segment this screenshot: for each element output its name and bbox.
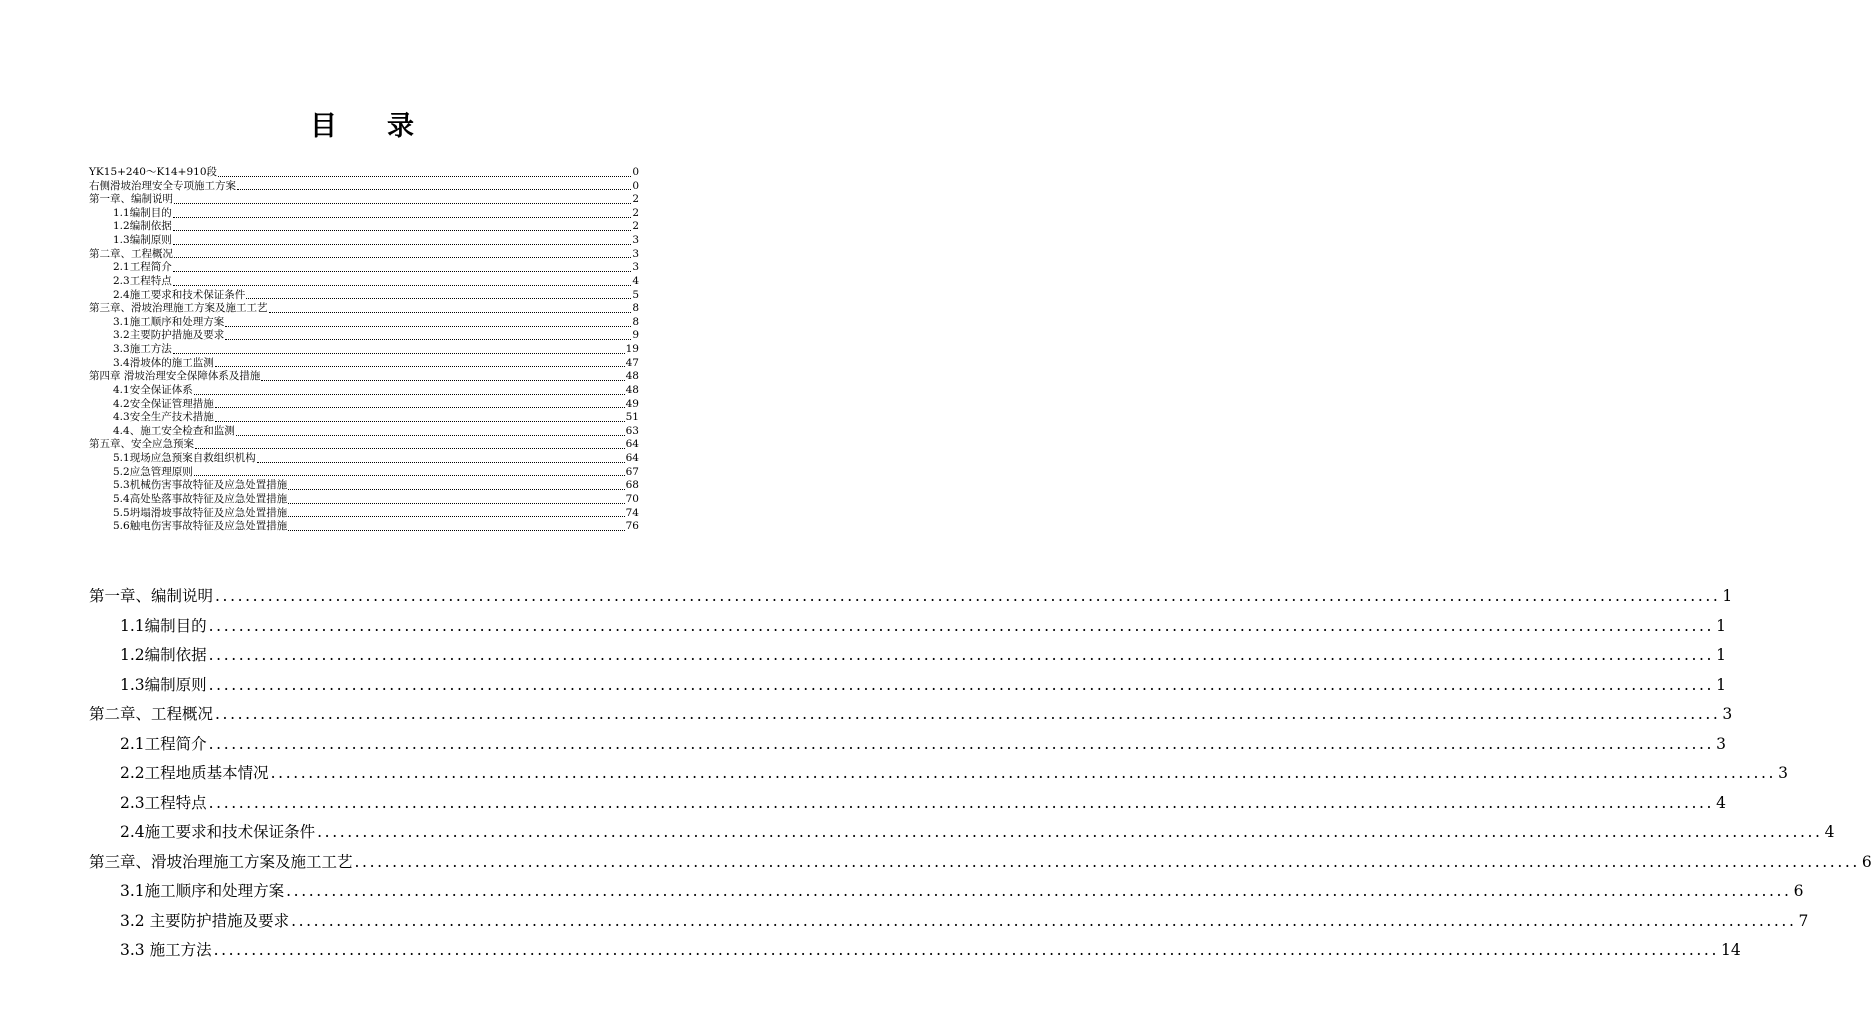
toc-entry-label: 3.4滑坡体的施工监测 (113, 356, 214, 369)
toc-leader-dots (195, 439, 625, 449)
toc-entry-label: 2.1工程简介 (120, 734, 207, 753)
toc-leader-dots: ........................................................................................................................................................................................................ (208, 616, 1715, 635)
toc-entry-page-number: 0 (632, 179, 639, 192)
toc-leader-dots (173, 262, 632, 272)
toc-leader-dots (215, 357, 625, 367)
page-title (0, 104, 724, 143)
toc-entry-label: YK15+240～K14+910段 (89, 165, 218, 178)
toc-entry-page-number: 48 (625, 370, 639, 383)
toc-entry[interactable] (89, 507, 639, 521)
toc-entry-page-number: 76 (625, 520, 639, 533)
toc-entry[interactable] (89, 425, 639, 439)
toc-entry-page-number: 1 (1722, 587, 1733, 605)
toc-leader-dots (194, 385, 625, 395)
toc-leader-dots: ........................................................................................................................................................................................................ (208, 793, 1715, 812)
toc-entry-label: 第二章、工程概况 (89, 247, 173, 260)
toc-entry[interactable] (89, 700, 1733, 730)
toc-leader-dots (288, 494, 624, 504)
toc-leader-dots: ........................................................................................................................................................................................................ (208, 675, 1715, 694)
toc-entry-page-number: 48 (625, 383, 639, 396)
toc-entry[interactable] (89, 479, 639, 493)
toc-entry-page-number: 3 (632, 247, 639, 260)
toc-entry[interactable] (89, 234, 639, 248)
toc-compact (89, 166, 639, 534)
toc-entry-page-number: 49 (625, 397, 639, 410)
toc-entry-label: 3.3 施工方法 (120, 941, 212, 959)
toc-entry[interactable] (89, 818, 1835, 848)
toc-leader-dots (261, 371, 624, 381)
toc-leader-dots (173, 276, 632, 286)
toc-entry-label: 4.1安全保证体系 (113, 383, 193, 396)
toc-entry-page-number: 9 (632, 329, 639, 342)
toc-leader-dots: ........................................................................................................................................................................................................ (354, 852, 1860, 871)
toc-entry[interactable] (89, 166, 639, 180)
toc-entry[interactable] (89, 193, 639, 207)
toc-entry[interactable] (89, 221, 639, 235)
toc-entry-page-number: 68 (625, 479, 639, 492)
toc-entry-label: 4.4、施工安全检查和监测 (113, 424, 235, 437)
toc-leader-dots: ........................................................................................................................................................................................................ (286, 882, 1792, 900)
toc-entry[interactable] (89, 582, 1733, 612)
toc-entry-page-number: 7 (1798, 911, 1809, 930)
toc-entry-label: 2.2工程地质基本情况 (120, 764, 269, 782)
toc-entry-page-number: 3 (1716, 734, 1726, 753)
toc-entry-label: 1.3编制原则 (113, 234, 172, 247)
toc-entry-page-number: 3 (1722, 705, 1733, 723)
toc-leader-dots (173, 235, 632, 245)
toc-entry[interactable] (89, 207, 639, 221)
toc-entry-page-number: 4 (632, 274, 639, 287)
toc-entry-label: 2.1工程简介 (113, 261, 172, 274)
toc-entry[interactable] (89, 411, 639, 425)
toc-entry-label: 第三章、滑坡治理施工方案及施工工艺 (89, 852, 353, 871)
toc-entry-label: 第一章、编制说明 (89, 587, 214, 605)
toc-entry-label: 3.2主要防护措施及要求 (113, 329, 225, 342)
toc-entry-label: 第五章、安全应急预案 (89, 438, 194, 451)
toc-entry[interactable] (89, 452, 639, 466)
toc-entry[interactable] (89, 641, 1726, 671)
toc-entry-page-number: 1 (1716, 646, 1726, 664)
toc-entry[interactable] (89, 466, 639, 480)
toc-entry[interactable] (89, 261, 639, 275)
toc-leader-dots (288, 521, 624, 531)
toc-leader-dots: ........................................................................................................................................................................................................ (270, 764, 1777, 782)
toc-entry-label: 第一章、编制说明 (89, 193, 173, 206)
toc-leader-dots (225, 330, 631, 340)
title-char-2: 录 (387, 111, 414, 142)
toc-entry-label: 1.1编制目的 (120, 616, 207, 635)
toc-entry[interactable] (89, 302, 639, 316)
toc-entry[interactable] (89, 612, 1726, 642)
toc-entry-page-number: 2 (632, 206, 639, 219)
title-char-1: 目 (310, 111, 337, 142)
toc-entry-page-number: 3 (632, 234, 639, 247)
toc-entry-page-number: 5 (632, 288, 639, 301)
toc-entry[interactable] (89, 384, 639, 398)
toc-leader-dots: ........................................................................................................................................................................................................ (291, 911, 1797, 930)
toc-leader-dots (246, 289, 631, 299)
toc-entry[interactable] (89, 907, 1809, 937)
toc-entry[interactable] (89, 936, 1741, 966)
toc-entry[interactable] (89, 289, 639, 303)
toc-leader-dots (173, 221, 632, 231)
toc-entry[interactable] (89, 877, 1804, 907)
toc-leader-dots (173, 208, 632, 218)
toc-entry[interactable] (89, 730, 1726, 760)
toc-entry-label: 3.3施工方法 (113, 343, 172, 356)
toc-entry-label: 3.2 主要防护措施及要求 (120, 911, 290, 930)
toc-entry-page-number: 0 (632, 165, 639, 178)
toc-entry[interactable] (89, 370, 639, 384)
toc-entry-label: 5.5坍塌滑坡事故特征及应急处置措施 (113, 506, 288, 519)
toc-entry-page-number: 19 (625, 343, 639, 356)
toc-entry[interactable] (89, 520, 639, 534)
toc-entry[interactable] (89, 180, 639, 194)
toc-entry-page-number: 6 (1793, 882, 1804, 900)
toc-entry[interactable] (89, 493, 639, 507)
toc-entry-label: 1.2编制依据 (113, 220, 172, 233)
toc-entry-label: 第三章、滑坡治理施工方案及施工工艺 (89, 302, 268, 315)
toc-entry-page-number: 2 (632, 220, 639, 233)
toc-entry-page-number: 14 (1720, 941, 1741, 959)
toc-entry-label: 1.2编制依据 (120, 646, 207, 664)
toc-entry-page-number: 1 (1716, 616, 1726, 635)
toc-entry-label: 4.2安全保证管理措施 (113, 397, 214, 410)
toc-entry-label: 2.4施工要求和技术保证条件 (120, 823, 316, 841)
toc-entry-page-number: 67 (625, 465, 639, 478)
toc-entry-page-number: 6 (1861, 852, 1872, 871)
toc-entry[interactable] (89, 343, 639, 357)
toc-entry-page-number: 4 (1824, 823, 1835, 841)
toc-leader-dots (225, 317, 631, 327)
toc-entry-page-number: 1 (1716, 675, 1726, 694)
toc-entry-page-number: 4 (1716, 793, 1726, 812)
toc-leader-dots (174, 248, 631, 258)
toc-entry-label: 右侧滑坡治理安全专项施工方案 (89, 179, 236, 192)
toc-leader-dots (288, 480, 624, 490)
toc-leader-dots: ........................................................................................................................................................................................................ (208, 646, 1715, 664)
toc-entry[interactable] (89, 330, 639, 344)
toc-expanded (89, 582, 1872, 966)
toc-leader-dots (269, 303, 632, 313)
toc-leader-dots: ........................................................................................................................................................................................................ (213, 941, 1719, 959)
toc-leader-dots (257, 453, 625, 463)
toc-entry-label: 第四章 滑坡治理安全保障体系及措施 (89, 370, 261, 383)
toc-entry-page-number: 63 (625, 424, 639, 437)
toc-entry-label: 5.4高处坠落事故特征及应急处置措施 (113, 492, 288, 505)
toc-leader-dots (174, 194, 631, 204)
toc-entry[interactable] (89, 848, 1872, 878)
toc-entry[interactable] (89, 671, 1726, 701)
toc-entry-label: 1.1编制目的 (113, 206, 172, 219)
toc-entry[interactable] (89, 398, 639, 412)
toc-entry[interactable] (89, 316, 639, 330)
toc-entry-label: 5.1现场应急预案自救组织机构 (113, 452, 256, 465)
toc-leader-dots (218, 167, 631, 177)
toc-entry-label: 第二章、工程概况 (89, 705, 214, 723)
toc-entry-label: 4.3安全生产技术措施 (113, 411, 214, 424)
toc-entry-label: 5.6触电伤害事故特征及应急处置措施 (113, 520, 288, 533)
toc-entry-label: 5.2应急管理原则 (113, 465, 193, 478)
toc-entry[interactable] (89, 275, 639, 289)
toc-entry[interactable] (89, 439, 639, 453)
toc-leader-dots: ........................................................................................................................................................................................................ (317, 823, 1823, 841)
toc-leader-dots (194, 466, 625, 476)
toc-entry-label: 5.3机械伤害事故特征及应急处置措施 (113, 479, 288, 492)
toc-leader-dots (237, 180, 631, 190)
toc-leader-dots (236, 426, 625, 436)
toc-entry-page-number: 8 (632, 302, 639, 315)
toc-entry-page-number: 47 (625, 356, 639, 369)
toc-entry[interactable] (89, 248, 639, 262)
toc-leader-dots: ........................................................................................................................................................................................................ (215, 705, 1721, 723)
toc-entry-page-number: 64 (625, 452, 639, 465)
toc-entry-label: 2.4施工要求和技术保证条件 (113, 288, 246, 301)
toc-leader-dots: ........................................................................................................................................................................................................ (208, 734, 1715, 753)
toc-leader-dots (215, 412, 625, 422)
toc-entry-page-number: 3 (1778, 764, 1788, 782)
toc-entry[interactable] (89, 759, 1788, 789)
toc-leader-dots (288, 507, 624, 517)
toc-entry[interactable] (89, 789, 1726, 819)
toc-entry-label: 1.3编制原则 (120, 675, 207, 694)
toc-entry-label: 3.1施工顺序和处理方案 (120, 882, 285, 900)
toc-entry-page-number: 74 (625, 506, 639, 519)
toc-entry[interactable] (89, 357, 639, 371)
toc-entry-page-number: 8 (632, 315, 639, 328)
toc-entry-page-number: 3 (632, 261, 639, 274)
toc-entry-label: 3.1施工顺序和处理方案 (113, 315, 225, 328)
toc-leader-dots (173, 344, 625, 354)
toc-entry-page-number: 64 (625, 438, 639, 451)
toc-entry-page-number: 70 (625, 492, 639, 505)
toc-entry-page-number: 2 (632, 193, 639, 206)
toc-entry-label: 2.3工程特点 (120, 793, 207, 812)
toc-leader-dots (215, 398, 625, 408)
toc-leader-dots: ........................................................................................................................................................................................................ (215, 587, 1721, 605)
toc-entry-label: 2.3工程特点 (113, 274, 172, 287)
toc-entry-page-number: 51 (625, 411, 639, 424)
